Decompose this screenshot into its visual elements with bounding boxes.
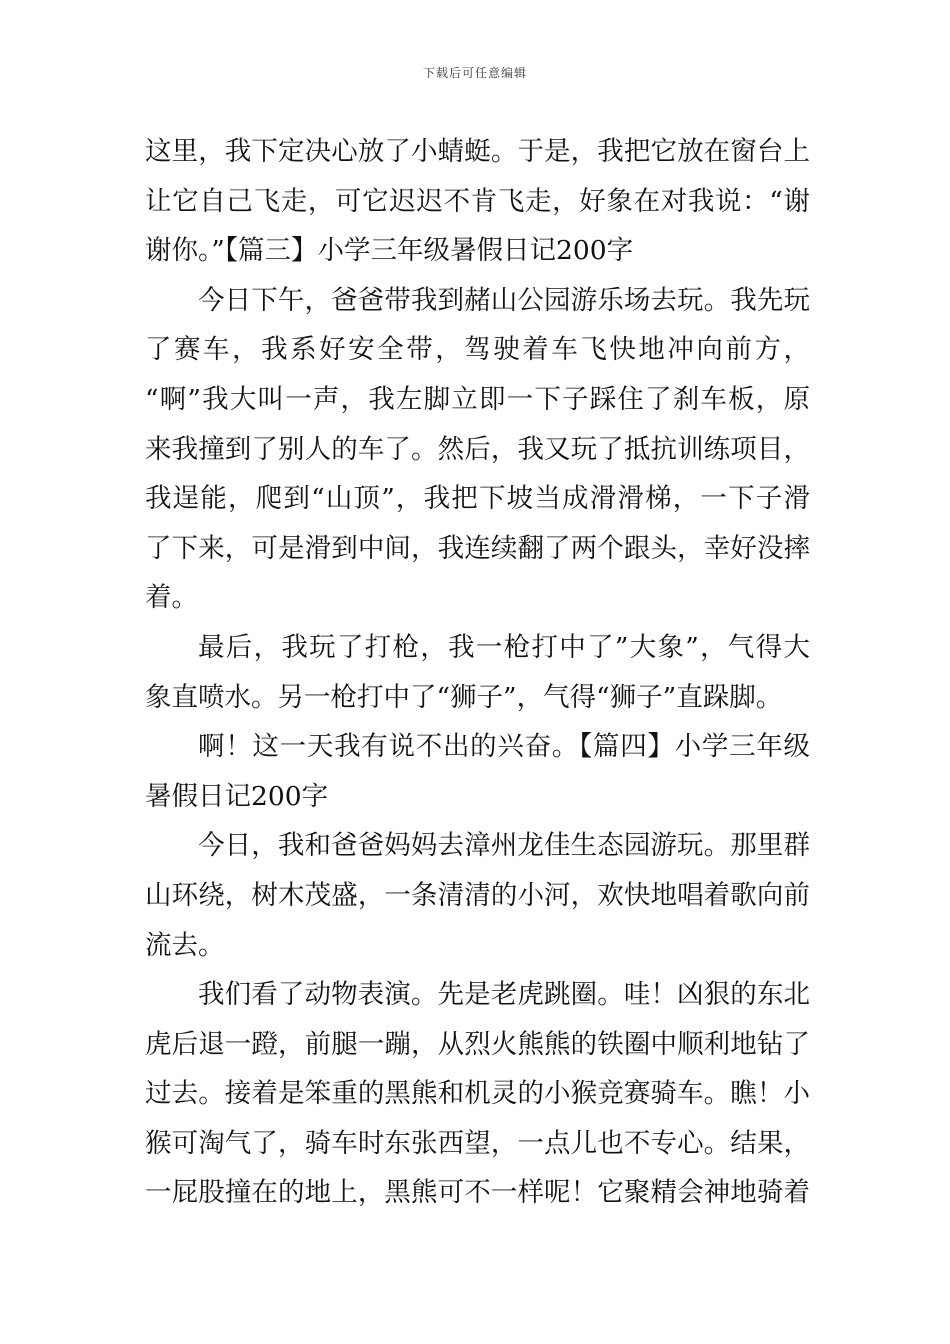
text-line: 暑假日记200字 [145, 780, 329, 812]
text-line: 过去。接着是笨重的黑熊和机灵的小猴竞赛骑车。瞧！小 [145, 1078, 810, 1110]
text-line: 我逞能，爬到“山顶”，我把下坡当成滑滑梯，一下子滑 [145, 483, 810, 515]
text-line: 这里，我下定决心放了小蜻蜓。于是，我把它放在窗台上 [145, 136, 810, 167]
text-line: 我们看了动物表演。先是老虎跳圈。哇！凶狠的东北 [198, 979, 810, 1011]
text-line: 象直喷水。另一枪打中了“狮子”，气得“狮子”直跺脚。 [145, 681, 783, 713]
text-line: 来我撞到了别人的车了。然后，我又玩了抵抗训练项目， [145, 433, 810, 465]
text-line: 让它自己飞走，可它迟迟不肯飞走，好象在对我说：“谢 [145, 185, 810, 217]
text-line: 今日，我和爸爸妈妈去漳州龙佳生态园游玩。那里群 [198, 830, 810, 862]
text-line: 啊！这一天我有说不出的兴奋。【篇四】小学三年级 [198, 731, 810, 763]
paragraph [145, 276, 810, 623]
paragraph [145, 623, 810, 722]
paragraph [145, 970, 810, 1218]
text-line: 虎后退一蹬，前腿一蹦，从烈火熊熊的铁圈中顺利地钻了 [145, 1028, 810, 1060]
text-line: 了下来，可是滑到中间，我连续翻了两个跟头，幸好没摔 [145, 532, 810, 564]
document-body [145, 127, 810, 1218]
text-line: 了赛车，我系好安全带，驾驶着车飞快地冲向前方， [145, 334, 810, 366]
paragraph [145, 722, 810, 821]
text-line: 一屁股撞在的地上，黑熊可不一样呢！它聚精会神地骑着 [145, 1177, 810, 1209]
page-header: 下载后可任意编辑 [422, 66, 527, 80]
text-line: 最后，我玩了打枪，我一枪打中了”大象”，气得大 [198, 631, 810, 663]
text-line: 猴可淘气了，骑车时东张西望，一点儿也不专心。结果， [145, 1127, 810, 1159]
text-line: “啊”我大叫一声，我左脚立即一下子踩住了刹车板，原 [145, 383, 810, 415]
text-line: 山环绕，树木茂盛，一条清清的小河，欢快地唱着歌向前 [145, 879, 810, 911]
paragraph [145, 821, 810, 970]
text-line: 谢你。”【篇三】小学三年级暑假日记200字 [145, 235, 634, 267]
text-line: 流去。 [145, 929, 225, 961]
text-line: 今日下午，爸爸带我到赭山公园游乐场去玩。我先玩 [198, 284, 810, 316]
paragraph [145, 127, 810, 276]
text-line: 着。 [145, 582, 198, 614]
